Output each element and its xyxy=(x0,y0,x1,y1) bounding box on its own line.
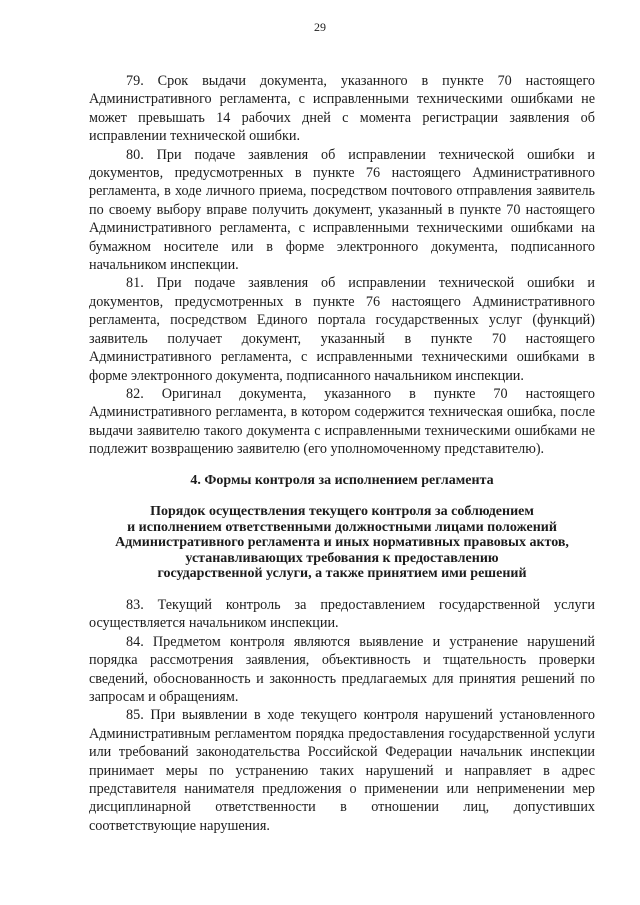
paragraph-80: 80. При подаче заявления об исправлении технической ошибки и документов, предусмотренных в пункте 76 настоящего Административного регламента, в ходе личного приема, посредством почтового отправления заявитель по своему выбору вправе получить документ, указанный в пункте 70 настоящего Административного регламента, с исправленными техническими ошибками на бумажном носителе или в форме электронного документа, подписанного начальником инспекции. xyxy=(89,146,595,274)
paragraph-84: 84. Предметом контроля являются выявление и устранение нарушений порядка рассмотрения заявления, объективность и тщательность проверки сведений, обоснованность и законность предлагаемых для принятия решений по запросам и обращениям. xyxy=(89,633,595,705)
paragraph-79: 79. Срок выдачи документа, указанного в пункте 70 настоящего Административного регламента, с исправленными техническими ошибками не может превышать 14 рабочих дней с момента регистрации заявления об исправлении технической ошибки. xyxy=(89,73,595,145)
paragraph-83: 83. Текущий контроль за предоставлением государственной услуги осуществляется начальником инспекции. xyxy=(89,596,595,632)
section-heading: 4. Формы контроля за исполнением регламента xyxy=(190,472,494,488)
subsection-heading-line: устанавливающих требования к предоставлению xyxy=(185,550,499,566)
subsection-heading-line: и исполнением ответственными должностными лицами положений xyxy=(127,519,557,535)
paragraph-81: 81. При подаче заявления об исправлении технической ошибки и документов, предусмотренных в пункте 76 настоящего Административного регламента, посредством Единого портала государственных услуг (функций) заявитель получает документ, указанный в пункте 70 настоящего Административного регламента, с исправленными техническими ошибками в форме электронного документа, подписанного начальником инспекции. xyxy=(89,275,595,384)
page-number: 29 xyxy=(314,20,326,34)
subsection-heading xyxy=(89,504,595,582)
subsection-heading-line: Порядок осуществления текущего контроля за соблюдением xyxy=(150,503,534,519)
document-body xyxy=(89,72,595,835)
paragraph-85: 85. При выявлении в ходе текущего контроля нарушений установленного Административным регламентом порядка предоставления государственной услуги или требований законодательства Российской Федерации начальник инспекции принимает меры по устранению таких нарушений и направляет в адрес представителя нанимателя предложения о применении или неприменении мер дисциплинарной ответственности в отношении лиц, допустивших соответствующие нарушения. xyxy=(89,707,595,834)
subsection-heading-line: государственной услуги, а также принятием ими решений xyxy=(157,566,527,582)
paragraph-82: 82. Оригинал документа, указанного в пункте 70 настоящего Административного регламента, в котором содержится техническая ошибка, после выдачи заявителю такого документа с исправленными техническими ошибками не подлежит возвращению заявителю (его уполномоченному представителю). xyxy=(89,385,595,458)
subsection-heading-line: Административного регламента и иных нормативных правовых актов, xyxy=(115,535,569,551)
